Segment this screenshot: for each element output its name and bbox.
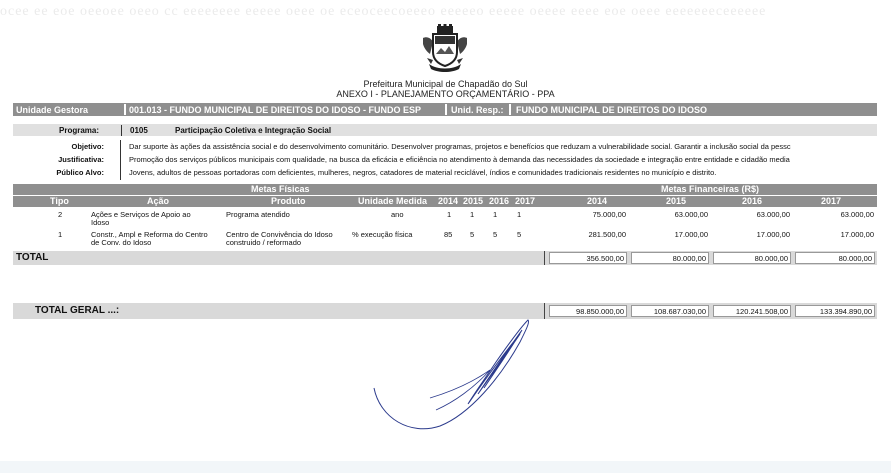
- row2-tipo: 1: [58, 230, 63, 239]
- row2-fin-2017: 17.000,00: [840, 230, 874, 239]
- row2-fin-2014: 281.500,00: [588, 230, 626, 239]
- municipal-crest-icon: [421, 24, 469, 74]
- total-geral-2017: 133.394.890,00: [795, 305, 875, 317]
- row2-produto-line2: construido / reformado: [226, 238, 302, 247]
- total-fin-2017: 80.000,00: [795, 252, 875, 264]
- total-geral-2015: 108.687.030,00: [631, 305, 709, 317]
- publico-alvo-text: Jovens, adultos de pessoas portadoras com deficientes, mulheres, negros, catadores de material reciclável, índios e comunidades tradicionais residentes no município e distrito.: [129, 168, 717, 177]
- col-tipo: Tipo: [50, 196, 69, 206]
- col-fin-2016: 2016: [742, 196, 763, 206]
- row1-acao-line2: Idoso: [91, 218, 110, 227]
- handwritten-signature: [370, 318, 540, 438]
- row1-meta-2015: 1: [470, 210, 475, 219]
- total-geral-2014: 98.850.000,00: [549, 305, 627, 317]
- publico-alvo-label: Público Alvo:: [56, 168, 104, 177]
- justificativa-label: Justificativa:: [58, 155, 104, 164]
- metas-fisicas-title: Metas Físicas: [251, 184, 310, 194]
- row1-meta-2016: 1: [493, 210, 498, 219]
- total-fin-2016: 80.000,00: [713, 252, 791, 264]
- row1-fin-2015: 63.000,00: [674, 210, 708, 219]
- row1-meta-2014: 1: [447, 210, 452, 219]
- justificativa-text: Promoção dos serviços públicos municipais com qualidade, na busca da eficácia e eficiência no atendimento à demanda das necessidades da sociedade e integração entre entidade e cidadão media: [129, 155, 790, 164]
- row1-tipo: 2: [58, 210, 63, 219]
- col-meta-2015: 2015: [463, 196, 484, 206]
- total-geral-row: [13, 303, 877, 319]
- background-bleed-text: ocee ee eoe oeeoee oeeo cc eeeeeeee eeeee oeee oe eceoceecoeeeo eeeeeo eeeee oeeee eeee eoe oeee eeeeeeeceeeeee: [0, 4, 767, 16]
- row2-acao-line1: Constr., Ampl e Reforma do Centro: [91, 230, 208, 239]
- row2-meta-2015: 5: [470, 230, 475, 239]
- row1-meta-2017: 1: [517, 210, 522, 219]
- row2-meta-2016: 5: [493, 230, 498, 239]
- unid-resp-label: Unid. Resp.:: [451, 105, 504, 115]
- metas-column-header: [13, 196, 877, 207]
- row1-fin-2016: 63.000,00: [756, 210, 790, 219]
- row2-unidade: % execução física: [352, 230, 413, 239]
- objetivo-label: Objetivo:: [71, 142, 104, 151]
- row1-fin-2017: 63.000,00: [840, 210, 874, 219]
- programa-label: Programa:: [59, 126, 100, 135]
- document-subtitle: ANEXO I - PLANEJAMENTO ORÇAMENTÁRIO - PPA: [336, 89, 555, 99]
- programa-bar: [13, 124, 877, 136]
- total-fin-2014: 356.500,00: [549, 252, 627, 264]
- col-meta-2016: 2016: [489, 196, 510, 206]
- col-acao: Ação: [147, 196, 170, 206]
- col-unidade-medida: Unidade Medida: [358, 196, 428, 206]
- row1-acao-line1: Ações e Serviços de Apoio ao: [91, 210, 191, 219]
- col-produto: Produto: [271, 196, 306, 206]
- unidade-gestora-value: 001.013 - FUNDO MUNICIPAL DE DIREITOS DO IDOSO - FUNDO ESP: [129, 105, 422, 115]
- row1-fin-2014: 75.000,00: [592, 210, 626, 219]
- row1-unidade: ano: [391, 210, 404, 219]
- total-row: [13, 251, 877, 265]
- metas-group-header: [13, 184, 877, 195]
- total-label: TOTAL: [16, 252, 49, 263]
- municipality-title: Prefeitura Municipal de Chapadão do Sul: [363, 79, 528, 89]
- programa-code: 0105: [130, 126, 148, 135]
- row2-fin-2016: 17.000,00: [756, 230, 790, 239]
- col-fin-2014: 2014: [587, 196, 608, 206]
- row2-meta-2014: 85: [444, 230, 453, 239]
- metas-financeiras-title: Metas Financeiras (R$): [661, 184, 760, 194]
- unid-resp-value: FUNDO MUNICIPAL DE DIREITOS DO IDOSO: [516, 105, 708, 115]
- info-divider: [120, 140, 121, 180]
- objetivo-text: Dar suporte às ações da assistência social e do desenvolvimento comunitário. Desenvolver programas, projetos e benefícios que reduzam a vulnerabilidade social. Garantir a inclusão social da pessc: [129, 142, 791, 151]
- total-geral-label: TOTAL GERAL ...:: [35, 305, 120, 316]
- unidade-gestora-bar: [13, 103, 877, 116]
- row1-produto: Programa atendido: [226, 210, 290, 219]
- col-meta-2014: 2014: [438, 196, 459, 206]
- col-fin-2017: 2017: [821, 196, 842, 206]
- programa-name: Participação Coletiva e Integração Social: [175, 126, 332, 135]
- row2-produto-line1: Centro de Convivência do Idoso: [226, 230, 333, 239]
- col-meta-2017: 2017: [515, 196, 536, 206]
- total-geral-2016: 120.241.508,00: [713, 305, 791, 317]
- unidade-gestora-label: Unidade Gestora: [16, 105, 89, 115]
- row2-fin-2015: 17.000,00: [674, 230, 708, 239]
- scan-bottom-strip: [0, 461, 891, 473]
- row2-acao-line2: de Conv. do Idoso: [91, 238, 152, 247]
- row2-meta-2017: 5: [517, 230, 522, 239]
- col-fin-2015: 2015: [666, 196, 687, 206]
- total-fin-2015: 80.000,00: [631, 252, 709, 264]
